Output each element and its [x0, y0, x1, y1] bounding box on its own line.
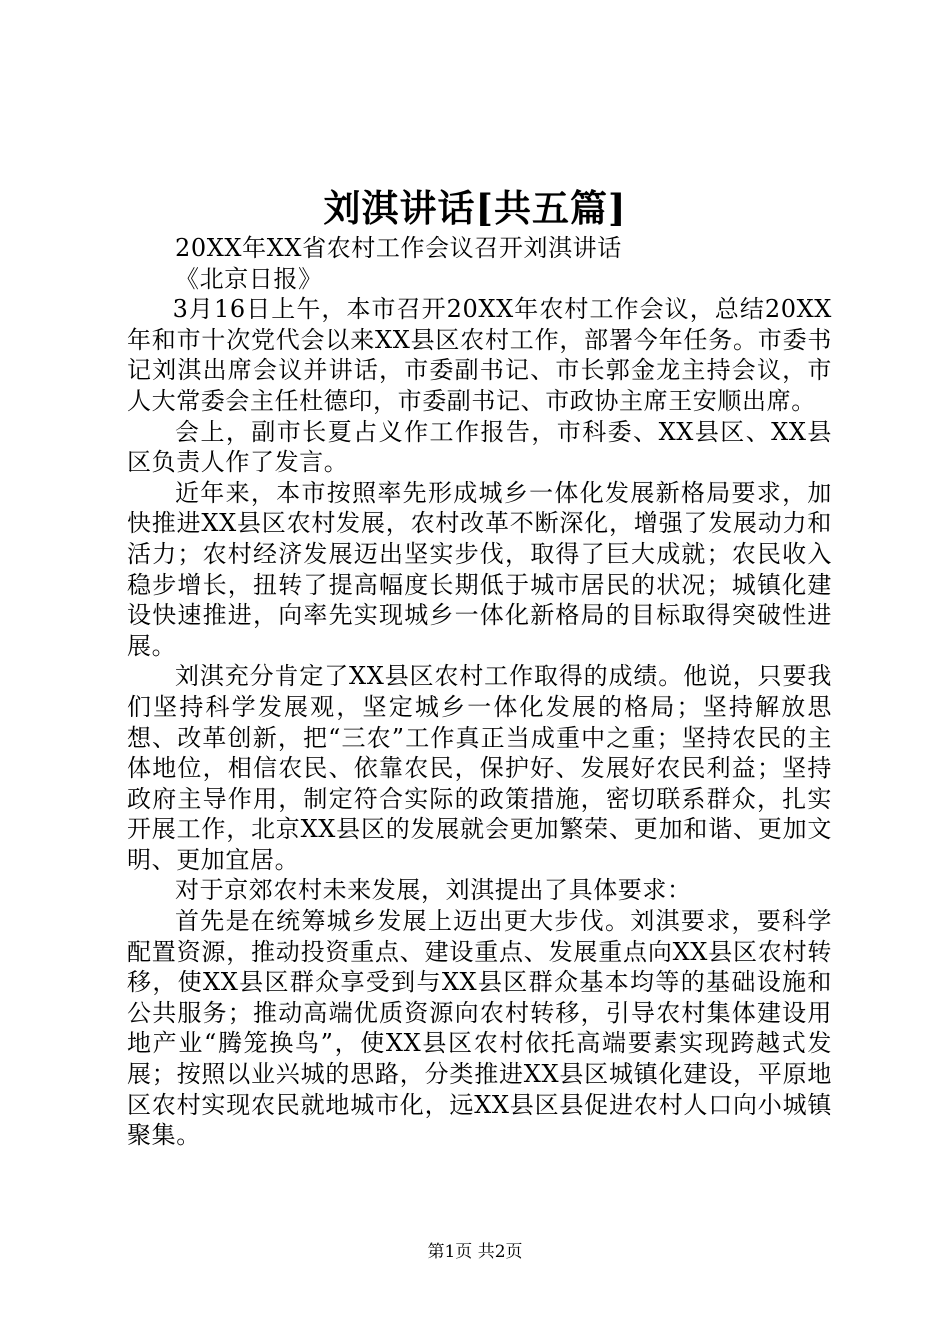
paragraph-source: 《北京日报》 [175, 264, 323, 293]
document-title: 刘淇讲话[共五篇] [323, 186, 627, 230]
paragraph-first-requirement: 首先是在统筹城乡发展上迈出更大步伐。刘淇要求，要科学配置资源，推动投资重点、建设重点、发展重点向XX县区农村转移，使XX县区群众享受到与XX县区群众基本均等的基础设施和公共服务；推动高端优质资源向农村转移，引导农村集体建设用地产业“腾笼换鸟”，使XX县区农村依托高端要素实现跨越式发展；按照以业兴城的思路，分类推进XX县区城镇化建设，平原地区农村实现农民就地城市化，远XX县区县促进农村人口向小城镇聚集。 [127, 907, 832, 1150]
paragraph-meeting-summary: 3月16日上午，本市召开20XX年农村工作会议，总结20XX年和市十次党代会以来XX县区农村工作，部署今年任务。市委书记刘淇出席会议并讲话，市委副书记、市长郭金龙主持会议，市人大常委会主任杜德印，市委副书记、市政协主席王安顺出席。 [127, 295, 832, 415]
paragraph-achievements: 刘淇充分肯定了XX县区农村工作取得的成绩。他说，只要我们坚持科学发展观，坚定城乡一体化发展的格局；坚持解放思想、改革创新，把“三农”工作真正当成重中之重；坚持农民的主体地位，相信农民、依靠农民，保护好、发展好农民利益；坚持政府主导作用，制定符合实际的政策措施，密切联系群众，扎实开展工作，北京XX县区的发展就会更加繁荣、更加和谐、更加文明、更加宜居。 [127, 662, 832, 874]
paragraph-subtitle: 20XX年XX省农村工作会议召开刘淇讲话 [175, 234, 622, 262]
page-number: 第1页 共2页 [427, 1242, 523, 1262]
paragraph-requirements-intro: 对于京郊农村未来发展，刘淇提出了具体要求： [175, 876, 692, 905]
paragraph-recent-progress: 近年来，本市按照率先形成城乡一体化发展新格局要求，加快推进XX县区农村发展，农村改革不断深化，增强了发展动力和活力；农村经济发展迈出坚实步伐，取得了巨大成就；农民收入稳步增长，扭转了提高幅度长期低于城市居民的状况；城镇化建设快速推进，向率先实现城乡一体化新格局的目标取得突破性进展。 [127, 478, 832, 660]
paragraph-meeting-report: 会上，副市长夏占义作工作报告，市科委、XX县区、XX县区负责人作了发言。 [127, 417, 832, 477]
document-body [127, 233, 832, 1151]
